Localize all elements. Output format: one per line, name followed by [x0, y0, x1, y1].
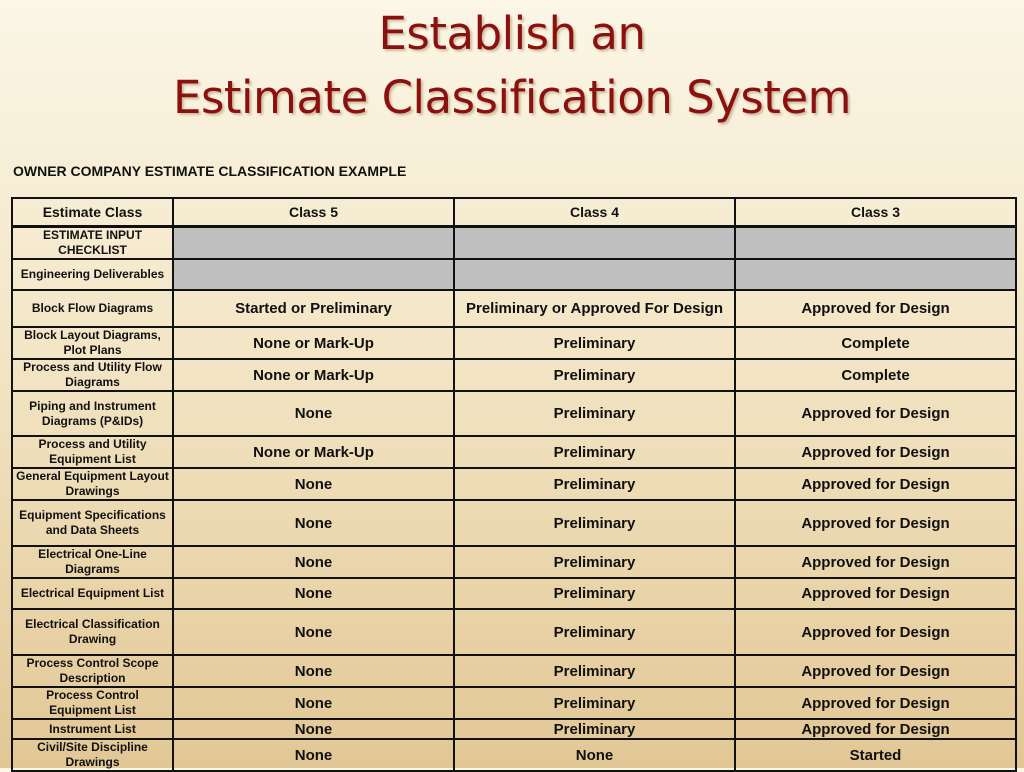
row-label: Electrical One-Line Diagrams — [12, 546, 173, 578]
table-row — [12, 655, 1016, 687]
cell-class-4: Preliminary — [454, 327, 735, 359]
cell-class-4: Preliminary — [454, 436, 735, 468]
header-estimate-class: Estimate Class — [12, 198, 173, 227]
cell-class-5: None — [173, 500, 454, 546]
row-label: Process Control Equipment List — [12, 687, 173, 719]
table-row — [12, 359, 1016, 391]
cell-class-4: Preliminary — [454, 468, 735, 500]
table-row — [12, 391, 1016, 436]
table-row — [12, 259, 1016, 290]
cell-class-4: Preliminary — [454, 655, 735, 687]
cell-class-4: Preliminary or Approved For Design — [454, 290, 735, 327]
cell-class-5: None — [173, 578, 454, 609]
cell-class-4: None — [454, 739, 735, 771]
cell-class-4 — [454, 259, 735, 290]
cell-class-5 — [173, 227, 454, 260]
cell-class-3: Approved for Design — [735, 546, 1016, 578]
cell-class-5: None or Mark-Up — [173, 436, 454, 468]
cell-class-3: Approved for Design — [735, 687, 1016, 719]
cell-class-4: Preliminary — [454, 500, 735, 546]
cell-class-5: None — [173, 739, 454, 771]
cell-class-5: None — [173, 546, 454, 578]
header-class-4: Class 4 — [454, 198, 735, 227]
row-label: Engineering Deliverables — [12, 259, 173, 290]
cell-class-3 — [735, 259, 1016, 290]
row-label: Process and Utility Equipment List — [12, 436, 173, 468]
cell-class-5: None — [173, 687, 454, 719]
slide-title — [0, 2, 1024, 130]
cell-class-5: None — [173, 468, 454, 500]
cell-class-5: None — [173, 719, 454, 739]
table-row — [12, 500, 1016, 546]
cell-class-4: Preliminary — [454, 719, 735, 739]
cell-class-4: Preliminary — [454, 609, 735, 655]
table-row — [12, 290, 1016, 327]
cell-class-3: Approved for Design — [735, 391, 1016, 436]
cell-class-4 — [454, 227, 735, 260]
estimate-classification-table — [11, 197, 1017, 772]
cell-class-3: Complete — [735, 327, 1016, 359]
cell-class-3: Approved for Design — [735, 609, 1016, 655]
row-label: Equipment Specifications and Data Sheets — [12, 500, 173, 546]
header-class-3: Class 3 — [735, 198, 1016, 227]
cell-class-5: None — [173, 655, 454, 687]
table-header-row — [12, 198, 1016, 227]
cell-class-3: Approved for Design — [735, 719, 1016, 739]
cell-class-4: Preliminary — [454, 546, 735, 578]
table-row — [12, 227, 1016, 260]
cell-class-5: Started or Preliminary — [173, 290, 454, 327]
title-line-2: Estimate Classification System — [173, 71, 851, 124]
row-label: ESTIMATE INPUT CHECKLIST — [12, 227, 173, 260]
table-row — [12, 578, 1016, 609]
row-label: Civil/Site Discipline Drawings — [12, 739, 173, 771]
table-body — [12, 227, 1016, 772]
table-row — [12, 546, 1016, 578]
cell-class-3: Approved for Design — [735, 578, 1016, 609]
cell-class-3: Approved for Design — [735, 468, 1016, 500]
row-label: Block Layout Diagrams, Plot Plans — [12, 327, 173, 359]
table-row — [12, 436, 1016, 468]
cell-class-3: Approved for Design — [735, 500, 1016, 546]
row-label: Block Flow Diagrams — [12, 290, 173, 327]
cell-class-5: None or Mark-Up — [173, 359, 454, 391]
cell-class-3: Approved for Design — [735, 655, 1016, 687]
table-row — [12, 687, 1016, 719]
cell-class-4: Preliminary — [454, 687, 735, 719]
cell-class-3: Approved for Design — [735, 290, 1016, 327]
table-row — [12, 327, 1016, 359]
cell-class-3: Complete — [735, 359, 1016, 391]
row-label: Instrument List — [12, 719, 173, 739]
table-caption: OWNER COMPANY ESTIMATE CLASSIFICATION EXAMPLE — [13, 163, 407, 179]
table-row — [12, 468, 1016, 500]
row-label: Piping and Instrument Diagrams (P&IDs) — [12, 391, 173, 436]
header-class-5: Class 5 — [173, 198, 454, 227]
cell-class-5: None or Mark-Up — [173, 327, 454, 359]
cell-class-3: Started — [735, 739, 1016, 771]
table-row — [12, 739, 1016, 771]
cell-class-4: Preliminary — [454, 578, 735, 609]
cell-class-5 — [173, 259, 454, 290]
table-row — [12, 609, 1016, 655]
title-line-1: Establish an — [378, 7, 646, 60]
cell-class-3: Approved for Design — [735, 436, 1016, 468]
row-label: Process and Utility Flow Diagrams — [12, 359, 173, 391]
cell-class-4: Preliminary — [454, 359, 735, 391]
cell-class-3 — [735, 227, 1016, 260]
cell-class-5: None — [173, 609, 454, 655]
row-label: General Equipment Layout Drawings — [12, 468, 173, 500]
table-row — [12, 719, 1016, 739]
row-label: Electrical Classification Drawing — [12, 609, 173, 655]
cell-class-4: Preliminary — [454, 391, 735, 436]
row-label: Electrical Equipment List — [12, 578, 173, 609]
cell-class-5: None — [173, 391, 454, 436]
row-label: Process Control Scope Description — [12, 655, 173, 687]
